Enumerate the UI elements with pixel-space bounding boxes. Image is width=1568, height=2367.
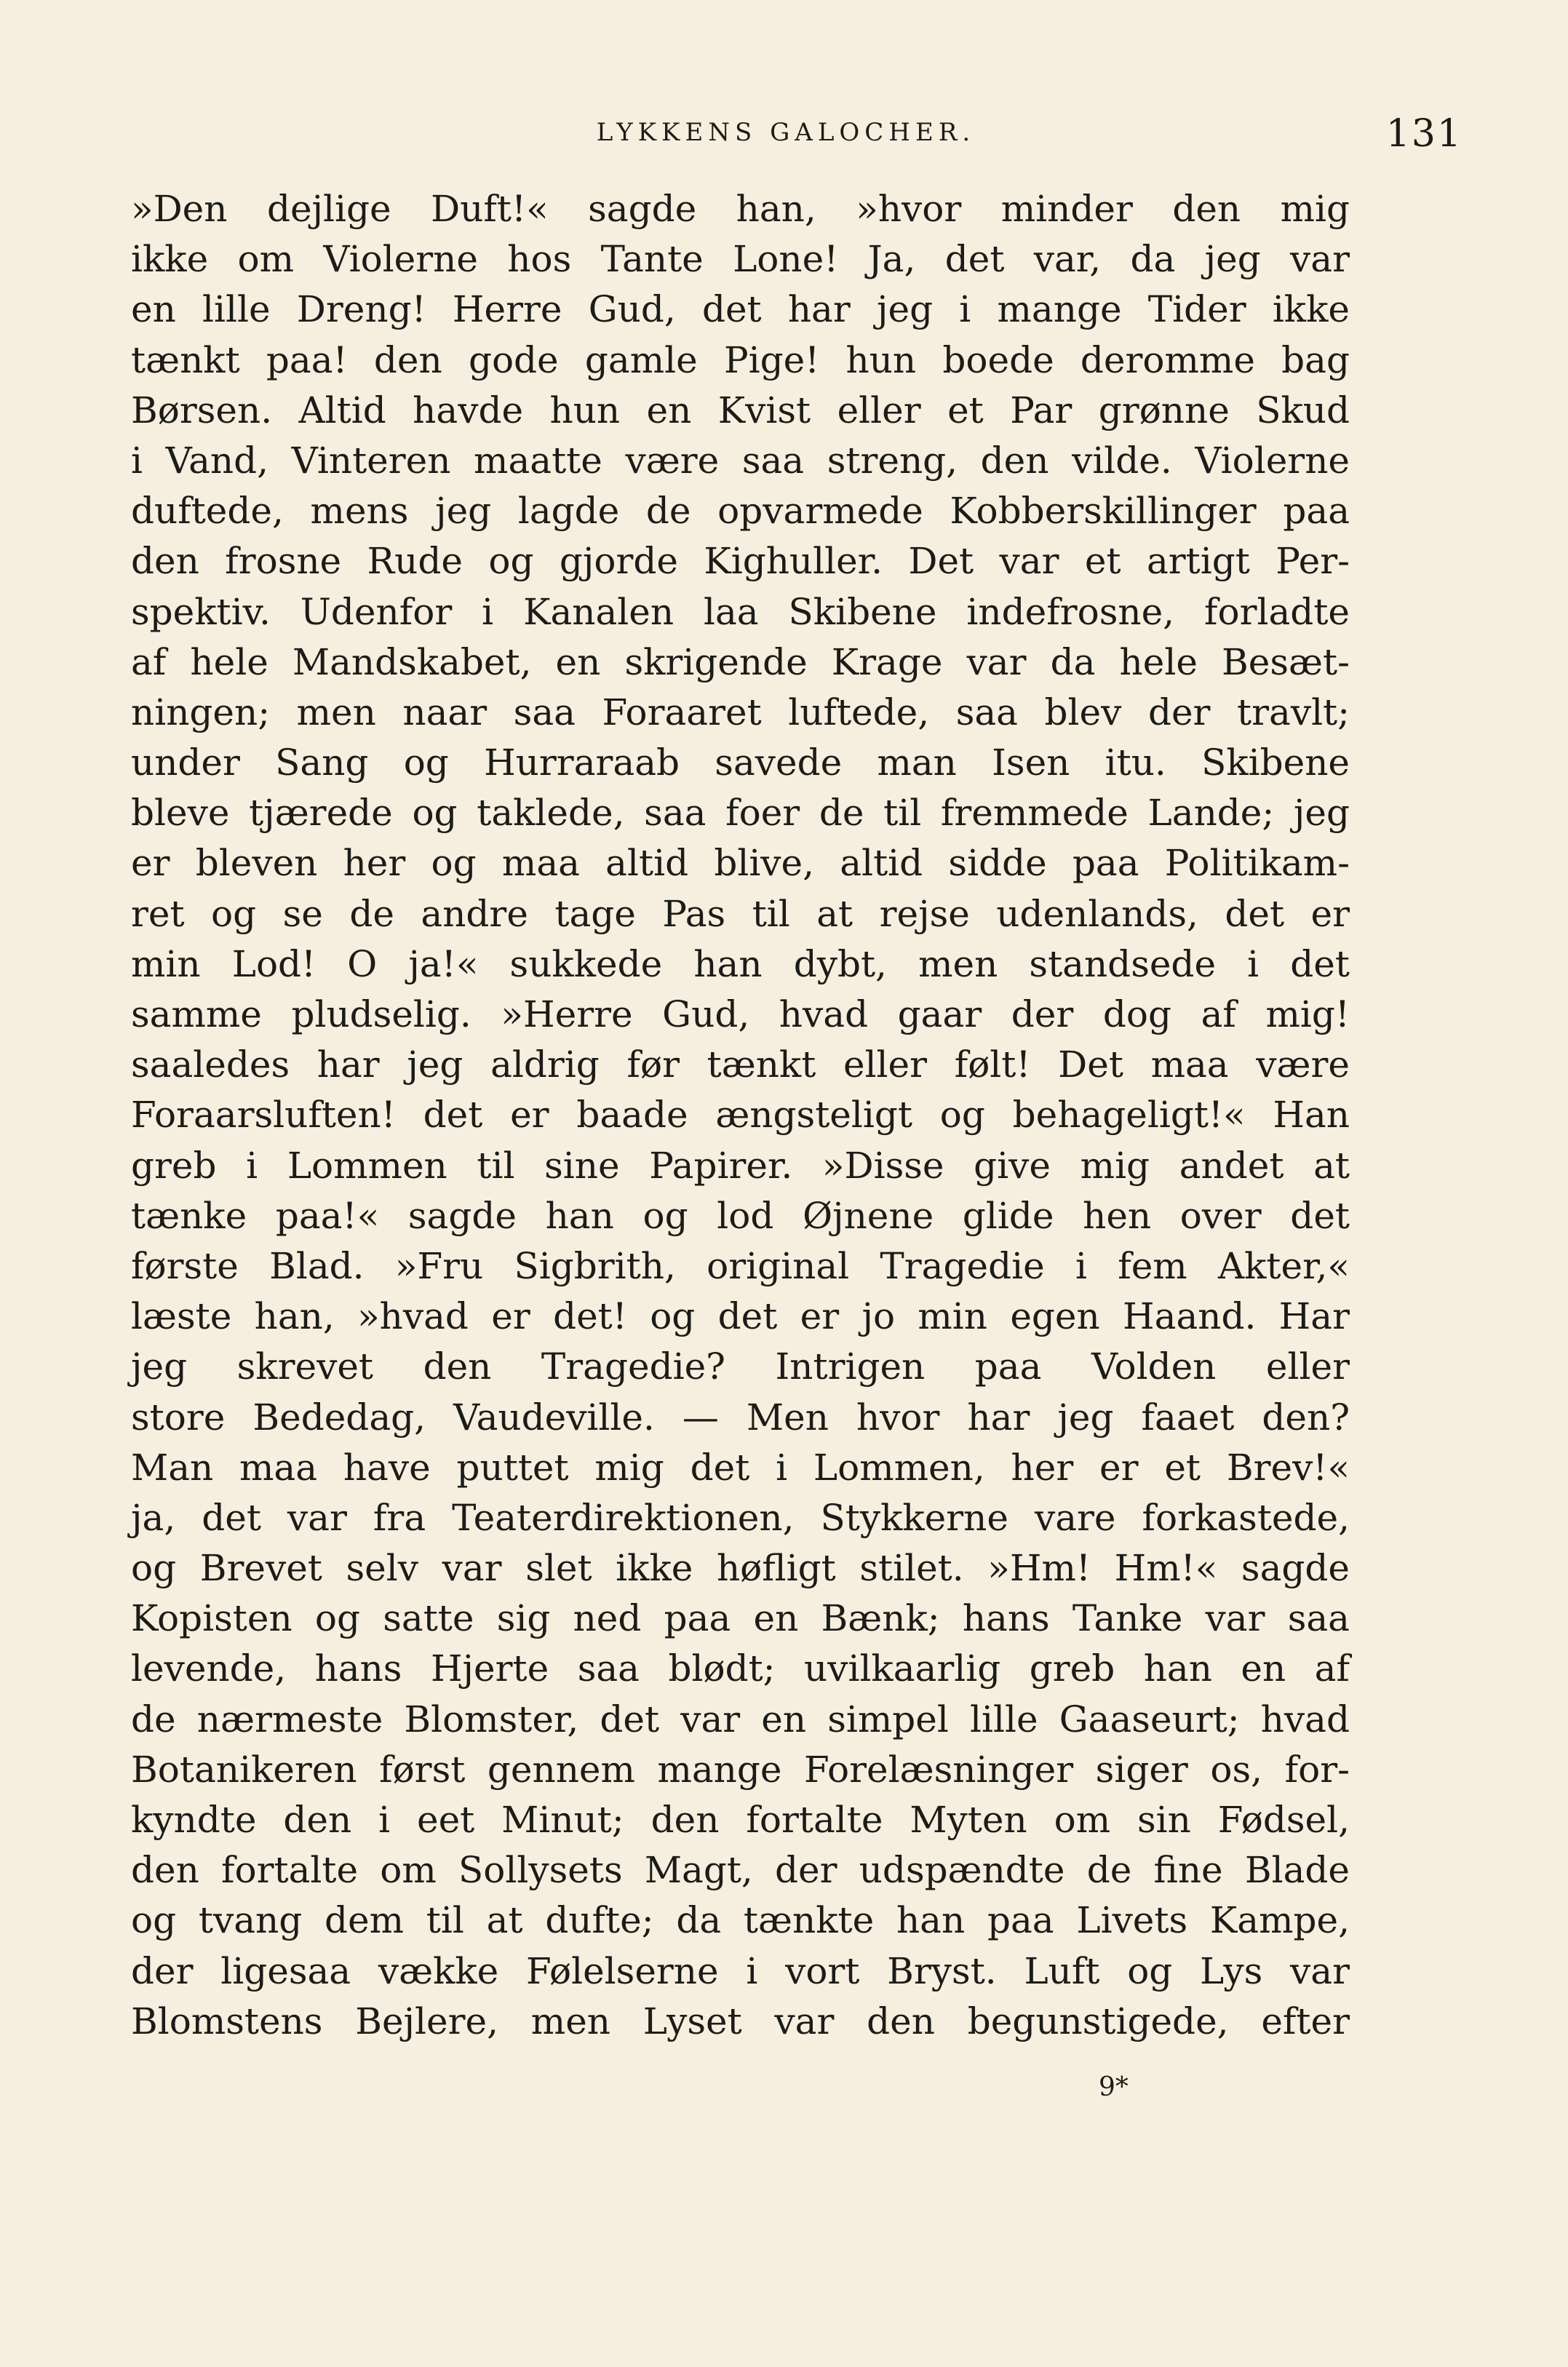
- text-line: der ligesaa vække Følelserne i vort Bryst. Luft og Lys var: [131, 1949, 1350, 1992]
- text-line: ja, det var fra Teaterdirektionen, Stykkerne vare forkastede,: [131, 1496, 1350, 1539]
- text-line: Man maa have puttet mig det i Lommen, her er et Brev!«: [131, 1446, 1350, 1489]
- text-line: samme pludselig. »Herre Gud, hvad gaar der dog af mig!: [131, 993, 1350, 1035]
- running-title: LYKKENS GALOCHER.: [596, 118, 976, 147]
- text-line: Botanikeren først gennem mange Forelæsninger siger os, for-: [131, 1748, 1350, 1791]
- text-line: spektiv. Udenfor i Kanalen laa Skibene indefrosne, forladte: [131, 590, 1350, 633]
- text-line: i Vand, Vinteren maatte være saa streng, den vilde. Violerne: [131, 439, 1350, 482]
- text-line: og tvang dem til at dufte; da tænkte han paa Livets Kampe,: [131, 1899, 1350, 1942]
- text-line: min Lod! O ja!« sukkede han dybt, men standsede i det: [131, 942, 1350, 985]
- running-head: [131, 112, 1462, 162]
- text-line: store Bededag, Vaudeville. — Men hvor har jeg faaet den?: [131, 1396, 1350, 1439]
- text-line: Kopisten og satte sig ned paa en Bænk; hans Tanke var saa: [131, 1597, 1350, 1640]
- text-line: saaledes har jeg aldrig før tænkt eller følt! Det maa være: [131, 1043, 1350, 1086]
- text-line: ret og se de andre tage Pas til at rejse udenlands, det er: [131, 892, 1350, 935]
- text-line: Blomstens Bejlere, men Lyset var den begunstigede, efter: [131, 2000, 1350, 2042]
- page-number: 131: [1385, 112, 1462, 156]
- text-line: duftede, mens jeg lagde de opvarmede Kobberskillinger paa: [131, 490, 1350, 533]
- text-line: tænkt paa! den gode gamle Pige! hun boede deromme bag: [131, 338, 1350, 381]
- body-text: [131, 184, 1350, 2047]
- text-line: er bleven her og maa altid blive, altid sidde paa Politikam-: [131, 842, 1350, 885]
- text-line: og Brevet selv var slet ikke høfligt stilet. »Hm! Hm!« sagde: [131, 1547, 1350, 1590]
- text-line: den fortalte om Sollysets Magt, der udspændte de fine Blade: [131, 1849, 1350, 1892]
- text-line: tænke paa!« sagde han og lod Øjnene glide hen over det: [131, 1194, 1350, 1237]
- text-line: under Sang og Hurraraab savede man Isen itu. Skibene: [131, 741, 1350, 784]
- text-line: bleve tjærede og taklede, saa foer de til fremmede Lande; jeg: [131, 792, 1350, 835]
- text-line: ikke om Violerne hos Tante Lone! Ja, det var, da jeg var: [131, 238, 1350, 281]
- text-line: af hele Mandskabet, en skrigende Krage var da hele Besæt-: [131, 640, 1350, 683]
- text-line: ningen; men naar saa Foraaret luftede, saa blev der travlt;: [131, 691, 1350, 733]
- text-line: en lille Dreng! Herre Gud, det har jeg i mange Tider ikke: [131, 288, 1350, 331]
- text-line: første Blad. »Fru Sigbrith, original Tragedie i fem Akter,«: [131, 1244, 1350, 1287]
- text-line: læste han, »hvad er det! og det er jo min egen Haand. Har: [131, 1295, 1350, 1338]
- signature-mark: 9*: [1099, 2072, 1129, 2102]
- text-line: »Den dejlige Duft!« sagde han, »hvor minder den mig: [131, 188, 1350, 230]
- text-line: den frosne Rude og gjorde Kighuller. Det var et artigt Per-: [131, 540, 1350, 583]
- text-line: jeg skrevet den Tragedie? Intrigen paa Volden eller: [131, 1345, 1350, 1388]
- text-line: kyndte den i eet Minut; den fortalte Myten om sin Fødsel,: [131, 1799, 1350, 1841]
- text-line: Foraarsluften! det er baade ængsteligt og behageligt!« Han: [131, 1094, 1350, 1137]
- text-line: greb i Lommen til sine Papirer. »Disse give mig andet at: [131, 1144, 1350, 1187]
- text-line: Børsen. Altid havde hun en Kvist eller et Par grønne Skud: [131, 389, 1350, 431]
- text-line: levende, hans Hjerte saa blødt; uvilkaarlig greb han en af: [131, 1647, 1350, 1690]
- text-line: de nærmeste Blomster, det var en simpel lille Gaaseurt; hvad: [131, 1698, 1350, 1741]
